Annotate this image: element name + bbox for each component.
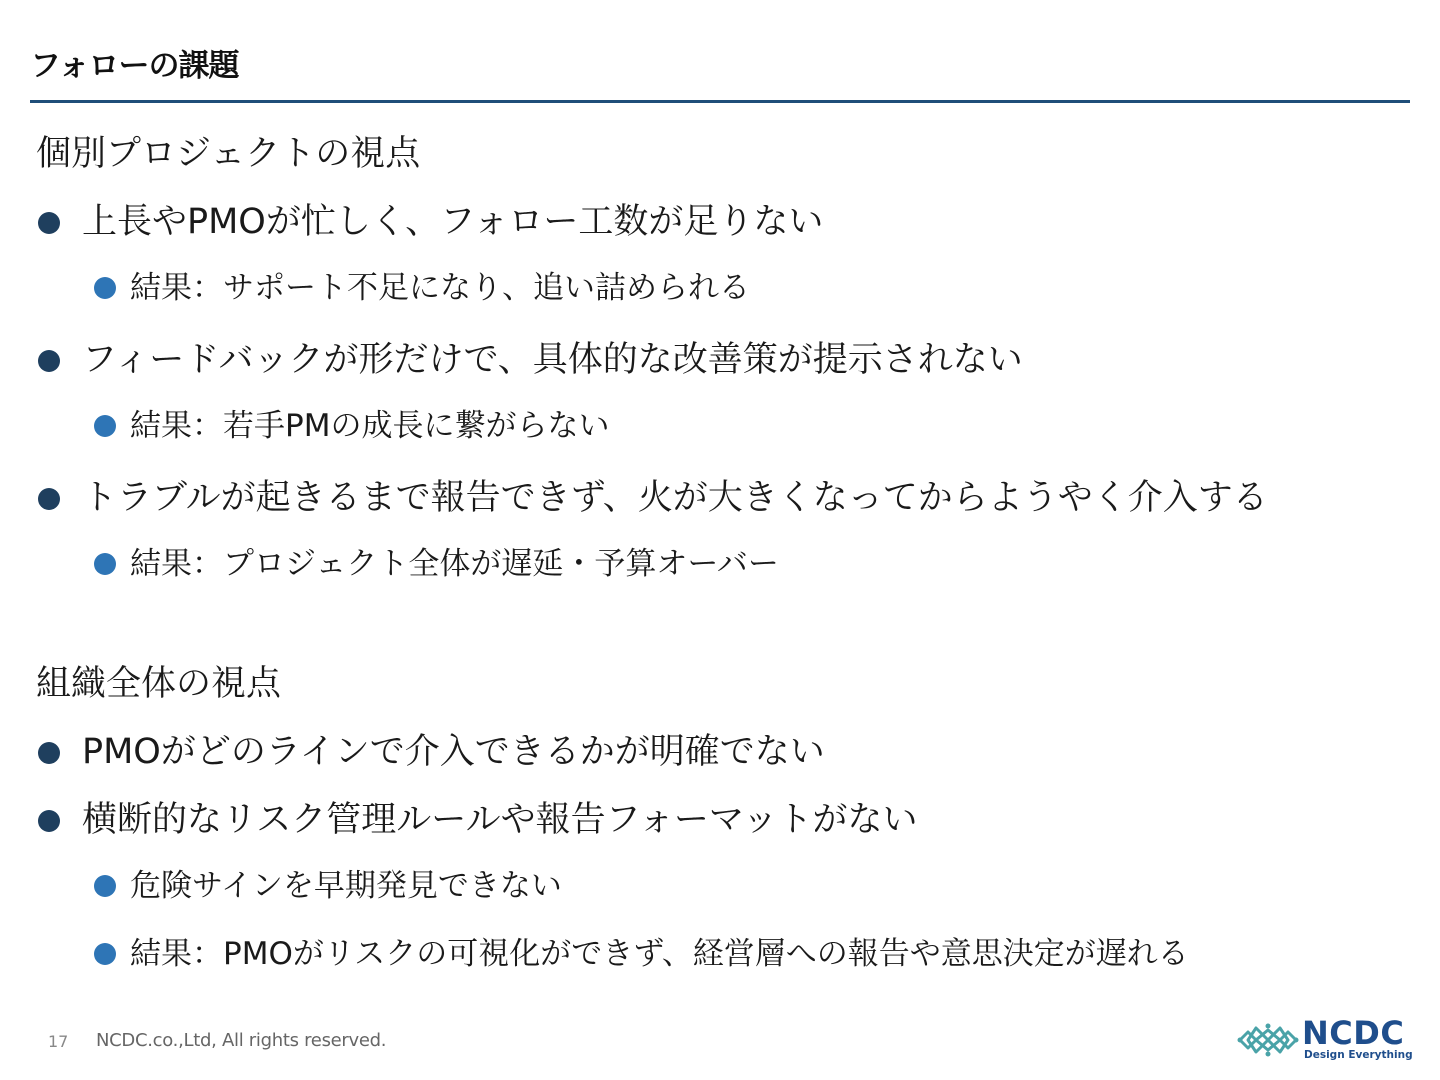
ncdc-logo-mark-icon <box>1236 1020 1300 1060</box>
sub-bullet-dot-icon <box>94 277 116 299</box>
sub-bullet-text: 結果：若手PMの成長に繋がらない <box>130 408 610 444</box>
page-number: 17 <box>48 1032 69 1051</box>
bullet-dot-icon <box>38 488 60 510</box>
logo-tagline: Design Everything <box>1304 1049 1413 1061</box>
bullet-dot-icon <box>38 350 60 372</box>
section-heading-project: 個別プロジェクトの視点 <box>36 134 421 174</box>
copyright-text: NCDC.co.,Ltd, All rights reserved. <box>96 1030 387 1051</box>
bullet-text: 横断的なリスク管理ルールや報告フォーマットがない <box>82 800 918 840</box>
bullet-dot-icon <box>38 810 60 832</box>
bullet-text: フィードバックが形だけで、具体的な改善策が提示されない <box>82 340 1023 380</box>
slide-title: フォローの課題 <box>30 48 239 84</box>
bullet-dot-icon <box>38 212 60 234</box>
sub-bullet-text: 結果：PMOがリスクの可視化ができず、経営層への報告や意思決定が遅れる <box>130 936 1189 972</box>
sub-bullet-dot-icon <box>94 553 116 575</box>
sub-bullet-text: 危険サインを早期発見できない <box>130 868 562 904</box>
bullet-text: PMOがどのラインで介入できるかが明確でない <box>82 732 825 772</box>
sub-bullet-dot-icon <box>94 415 116 437</box>
company-logo <box>1236 1016 1416 1062</box>
bullet-dot-icon <box>38 742 60 764</box>
bullet-text: 上長やPMOが忙しく、フォロー工数が足りない <box>82 202 824 242</box>
sub-bullet-text: 結果：プロジェクト全体が遅延・予算オーバー <box>130 546 779 582</box>
bullet-text: トラブルが起きるまで報告できず、火が大きくなってからようやく介入する <box>82 478 1268 518</box>
section-heading-organization: 組織全体の視点 <box>36 664 282 704</box>
logo-wordmark: NCDC <box>1302 1014 1405 1052</box>
sub-bullet-dot-icon <box>94 943 116 965</box>
sub-bullet-text: 結果：サポート不足になり、追い詰められる <box>130 270 750 306</box>
sub-bullet-dot-icon <box>94 875 116 897</box>
